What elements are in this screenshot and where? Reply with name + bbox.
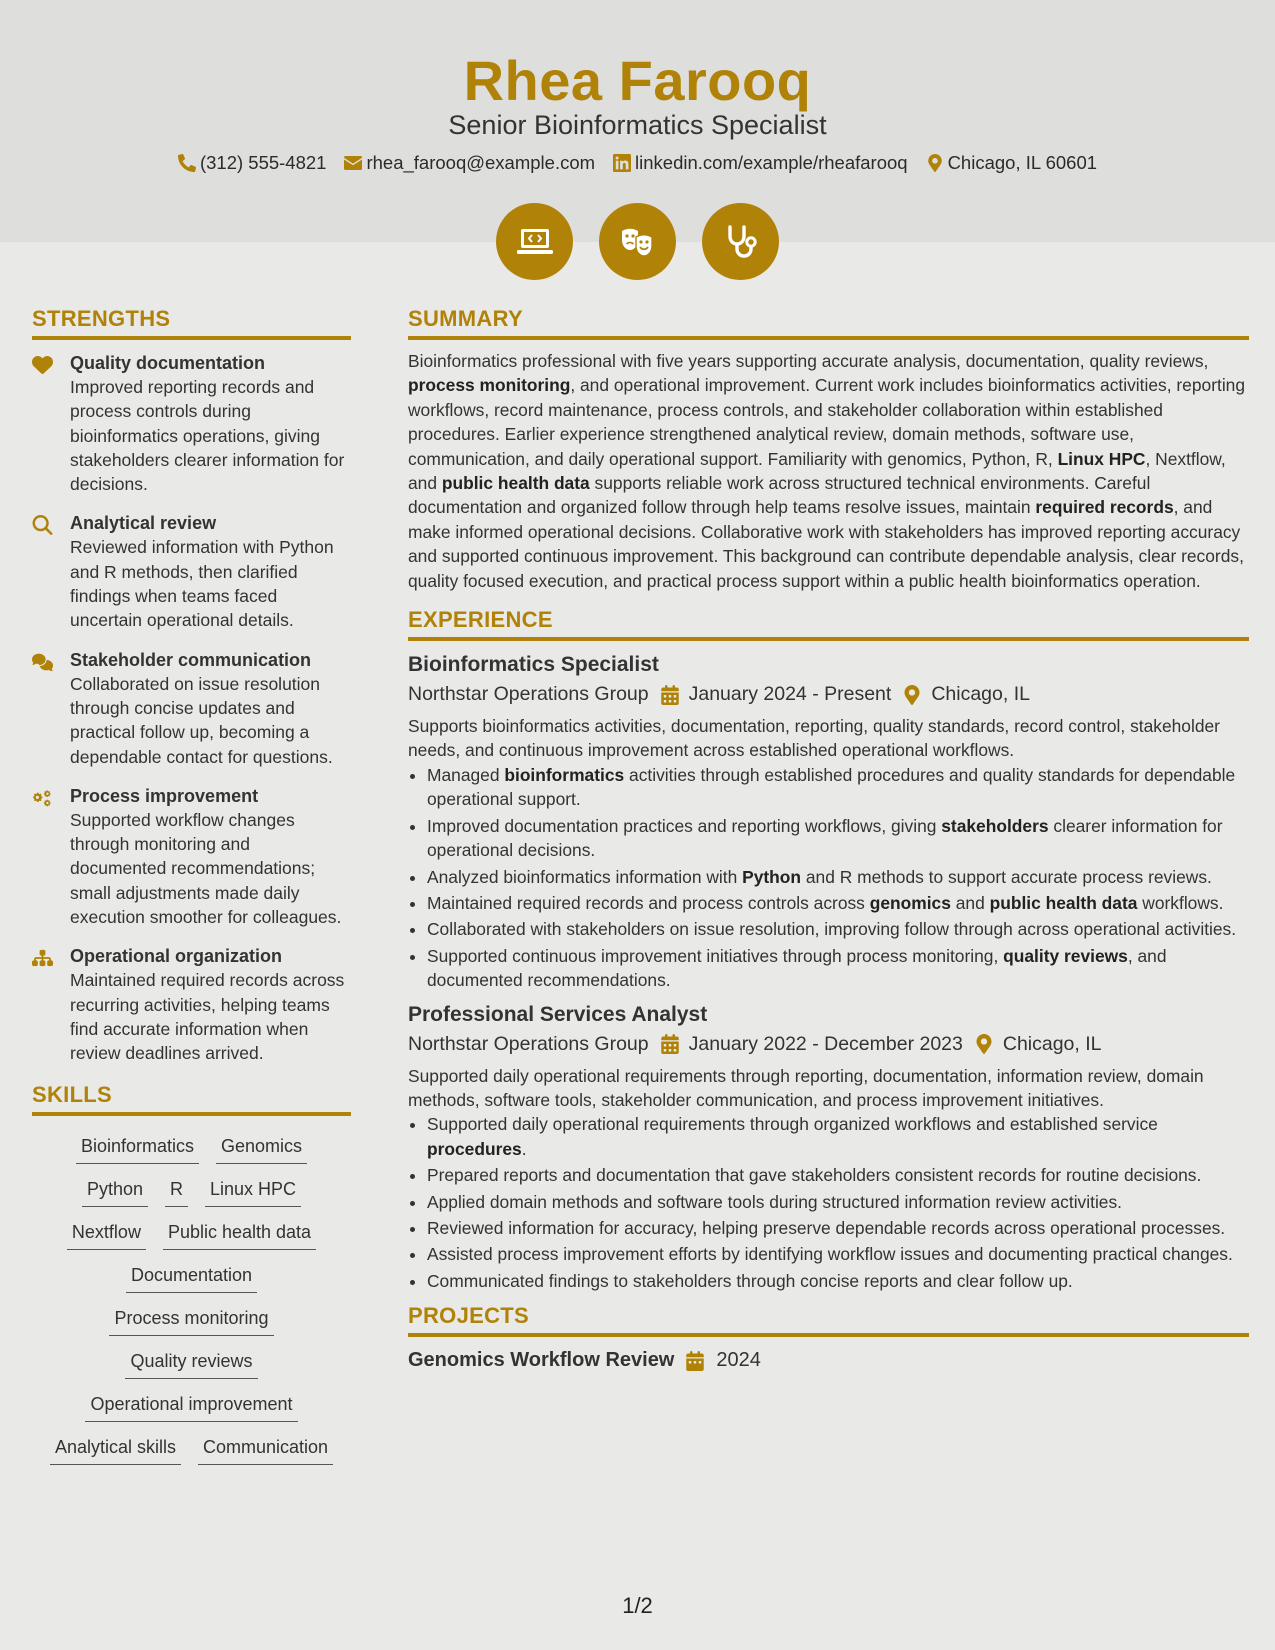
text-run: Supported daily operational requirements through organized workflows and established service [427,1114,1158,1135]
map-pin-icon [926,154,944,172]
bullet-item [427,944,1249,993]
contact-email[interactable] [344,152,595,174]
emphasis-text: bioinformatics [504,764,625,785]
job-company: Northstar Operations Group [408,1032,649,1055]
strength-item [32,945,351,1065]
job-location: Chicago, IL [931,683,1030,706]
text-run: . [521,1138,527,1159]
job-meta [408,683,1249,706]
job-entry [408,1003,1249,1294]
job-company: Northstar Operations Group [408,683,649,706]
emphasis-text: quality reviews [1003,945,1128,966]
page-number: 1/2 [622,1593,653,1618]
job-entry [408,653,1249,992]
bullet-item [427,891,1249,915]
skills-list [32,1128,351,1465]
candidate-title: Senior Bioinformatics Specialist [448,110,827,140]
envelope-icon [344,154,362,172]
strength-title: Process improvement [70,785,259,806]
skill-tag: Documentation [126,1263,257,1293]
skill-tag: Linux HPC [205,1177,301,1207]
text-run: Reviewed information for accuracy, helping preserve dependable records across operational processes. [427,1217,1226,1238]
bullet-item [427,1190,1249,1214]
emphasis-text: procedures [427,1138,522,1159]
strength-desc: Maintained required records across recurring activities, helping teams find accurate information when review deadlines arrived. [70,970,345,1064]
sitemap-icon [32,948,53,968]
strengths-heading: STRENGTHS [32,306,351,340]
project-title: Genomics Workflow Review [408,1349,675,1372]
badge-stethoscope [702,203,779,280]
project-entry [408,1349,1249,1372]
bullet-item [427,1216,1249,1240]
bullet-item [427,865,1249,889]
emphasis-text: required records [1035,497,1174,518]
theater-masks-icon [618,222,658,262]
emphasis-text: genomics [869,892,951,913]
strength-title: Analytical review [70,513,217,534]
bullet-item [427,917,1249,941]
heart-icon [32,355,53,375]
map-pin-icon [903,685,921,705]
bullet-item [427,763,1249,812]
skill-tag: Public health data [163,1220,316,1250]
badge-row [0,203,1275,280]
skill-tag: Nextflow [67,1220,146,1250]
linkedin-icon [613,154,631,172]
calendar-icon [661,685,679,705]
bullet-item [427,1163,1249,1187]
skill-tag: Communication [198,1435,333,1465]
bullet-item [427,1269,1249,1293]
bullet-item [427,1112,1249,1161]
strength-title: Stakeholder communication [70,649,312,670]
badge-laptop [496,203,573,280]
emphasis-text: Linux HPC [1057,448,1146,469]
strength-desc: Improved reporting records and process controls during bioinformatics operations, giving stakeholders clearer information for decisions. [70,377,345,495]
project-year: 2024 [716,1349,761,1372]
skill-tag: R [165,1177,188,1207]
text-run: and [950,892,990,913]
text-run: Collaborated with stakeholders on issue resolution, improving follow through across operational activities. [427,919,1237,940]
candidate-name: Rhea Farooq [463,49,812,112]
emphasis-text: public health data [441,473,590,494]
bullet-item [427,814,1249,863]
text-run: Assisted process improvement efforts by identifying workflow issues and documenting practical changes. [427,1244,1233,1265]
strength-item [32,785,351,929]
skill-tag: Genomics [216,1134,307,1164]
job-dates: January 2024 - Present [688,683,892,706]
skill-tag: Quality reviews [125,1349,257,1379]
comments-icon [32,652,53,672]
job-location: Chicago, IL [1002,1032,1102,1055]
right-column [408,306,1249,1372]
left-column [32,306,351,1465]
strength-desc: Supported workflow changes through monitoring and documented recommendations; small adjustments made daily execution smoother for colleagues. [70,809,342,928]
contact-row [0,152,1275,174]
calendar-icon [686,1351,704,1371]
strength-title: Operational organization [70,946,283,967]
skill-tag: Python [82,1177,148,1207]
text-run: , and operational improvement. Current work includes bioinformatics activities, reporting workflows, record maintenance, process controls, and stakeholder collaboration within established procedures. Earlier experience strengthened analytical review, domain methods, software use, communication, and daily operational support. Familiarity with genomics, Python, R, [408,375,1246,469]
strength-item [32,352,351,496]
text-run: workflows. [1137,892,1224,913]
emphasis-text: process monitoring [408,375,571,396]
text-run: activities through established procedures and quality standards for dependable operational support. [427,764,1236,810]
contact-text: Chicago, IL 60601 [947,152,1098,173]
job-title: Bioinformatics Specialist [408,653,659,677]
strength-desc: Collaborated on issue resolution through concise updates and practical follow up, becoming a dependable contact for questions. [70,673,333,767]
strength-title: Quality documentation [70,353,266,373]
skill-tag: Bioinformatics [76,1134,199,1164]
contact-text: rhea_farooq@example.com [366,152,596,173]
search-icon [32,515,53,535]
map-pin-icon [975,1034,993,1054]
stethoscope-icon [721,222,761,262]
text-run: , and make informed operational decisions. Collaborative work with stakeholders has improved reporting accuracy and supported continuous improvement. This background can contribute dependable analysis, clear records, quality focused execution, and practical process support within a public health bioinformatics operation. [408,497,1244,591]
skill-tag: Process monitoring [109,1306,273,1336]
text-run: Supported continuous improvement initiatives through process monitoring, [427,945,1004,966]
job-description: Supports bioinformatics activities, documentation, reporting, quality standards, record control, stakeholder needs, and continuous improvement across established operational workflows. [408,716,1220,761]
contact-phone[interactable] [178,152,327,174]
text-run: Improved documentation practices and reporting workflows, giving [427,815,942,836]
text-run: Communicated findings to stakeholders through concise reports and clear follow up. [427,1270,1073,1291]
gears-icon [32,788,53,808]
text-run: , and documented recommendations. [427,945,1167,991]
emphasis-text: stakeholders [941,815,1049,836]
calendar-icon [661,1034,679,1054]
job-title: Professional Services Analyst [408,1002,708,1026]
bullet-item [427,1242,1249,1266]
summary-text [408,349,1249,593]
job-dates: January 2022 - December 2023 [688,1032,963,1055]
emphasis-text: Python [742,866,802,887]
contact-linkedin[interactable] [613,152,908,174]
strength-item [32,512,351,632]
skill-tag: Analytical skills [50,1435,181,1465]
strength-desc: Reviewed information with Python and R methods, then clarified findings when teams faced uncertain operational details. [70,537,334,631]
text-run: Managed [427,764,505,785]
text-run: Prepared reports and documentation that gave stakeholders consistent records for routine decisions. [427,1165,1202,1186]
phone-icon [178,154,196,172]
contact-text: (312) 555-4821 [199,152,327,173]
text-run: Analyzed bioinformatics information with [427,866,743,887]
text-run: supports reliable work across structured technical environments. Careful documentation and organized follow through help teams resolve issues, maintain [408,473,1151,518]
text-run: , Nextflow, and [408,448,1226,494]
text-run: and R methods to support accurate process reviews. [801,866,1212,887]
text-run: Bioinformatics professional with five years supporting accurate analysis, documentation, quality reviews, [408,351,1209,371]
skills-heading: SKILLS [32,1082,351,1116]
badge-masks [599,203,676,280]
job-description: Supported daily operational requirements through reporting, documentation, information review, domain methods, software tools, stakeholder communication, and process improvement initiatives. [408,1065,1204,1110]
contact-text: linkedin.com/example/rheafarooq [635,152,908,173]
text-run: Maintained required records and process controls across [427,892,870,913]
text-run: clearer information for operational decisions. [427,815,1223,861]
job-bullets [427,763,1249,993]
experience-heading: EXPERIENCE [408,607,1249,641]
job-bullets [427,1112,1249,1293]
job-meta [408,1033,1249,1056]
text-run: Applied domain methods and software tools during structured information review activities. [427,1191,1123,1212]
skill-tag: Operational improvement [85,1392,297,1422]
laptop-code-icon [515,222,555,262]
projects-heading: PROJECTS [408,1303,1249,1337]
contact-location [926,152,1097,174]
summary-heading: SUMMARY [408,306,1249,340]
emphasis-text: public health data [989,892,1138,913]
strength-item [32,649,351,769]
